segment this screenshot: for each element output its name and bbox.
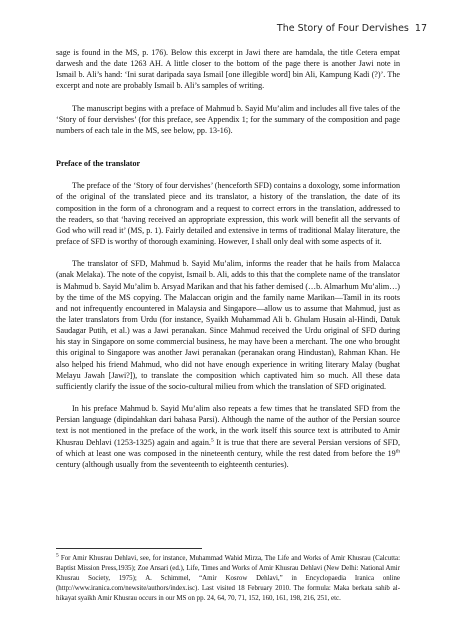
paragraph-3: The preface of the ‘Story of four dervishes’ (henceforth SFD) contains a doxology, some information of the original of the translated piece and its translator, a history of the translation, the date of its composition in the form of a chronogram and a request to correct errors in the translation, addressed to the readers, so that ‘having received an appropriate expression, this work will benefit all the servants of God who will read it’ (MS, p. 1). Fairly detailed and extensive in terms of traditional Malay literature, the preface of SFD is worthy of thorough examining. However, I shall only deal with some aspects of it. [56,181,400,247]
paragraph-5-main: In his preface Mahmud b. Sayid Mu’alim also repeats a few times that he translated SFD from the Persian language (dipindahkan dari bahasa Parsi). Although the name of the author of the Persian source text is not mentioned in the preface of the work, in the work itself this source text is attributed to Amir Khusrau Dehlavi (1253-1325) again and again. [56,404,400,447]
ordinal-suffix: th [395,448,400,454]
paragraph-5-end: century (although usually from the seventeenth to eighteenth centuries). [56,459,289,469]
footnote-text: For Amir Khusrau Dehlavi, see, for instance, Muhammad Wahid Mirza, The Life and Works of Amir Khusrau (Calcutta: Baptist Mission Press,1935); Zoe Ansari (ed.), Life, Times and Works of Amir Khusrau Dehlavi (New Delhi: National Amir Khusrau Society, 1975); A. Schimmel, “Amir Kosrow Dehlavi,” in Encyclopaedia Iranica online (http://www.iranica.com/newsite/authors/index.isc). Last visited 18 February 2010. The formula: Maka berkata sahib al-hikayat syaikh Amir Khusrau occurs in our MS on pp. 24, 64, 70, 71, 152, 160, 161, 198, 216, 251, etc. [56,555,400,602]
footnote-marker: 5 [56,552,59,559]
paragraph-5 [56,403,400,470]
body-text [56,47,400,470]
paragraph-1: sage is found in the MS, p. 176). Below this excerpt in Jawi there are hamdala, the title Cetera empat darwesh and the date 1263 AH. A little closer to the bottom of the page there is another Jawi note in Ismail b. Ali’s hand: ‘Ini surat daripada saya Ismail [one illegible word] bin Ali, Kampung Kadi (?)’. The excerpt and note are probably Ismail b. Ali’s samples of writing. [56,48,400,91]
running-title: The Story of Four Dervishes [276,23,409,34]
footnote [56,554,400,604]
footnote-rule [56,548,202,549]
paragraph-2: The manuscript begins with a preface of Mahmud b. Sayid Mu’alim and includes all five tales of the ‘Story of four dervishes’ (for this preface, see Appendix 1; for the summary of the composition and page numbers of each tale in the MS, see below, pp. 13-16). [56,103,400,135]
running-header [277,23,427,34]
footnote-ref: 5 [210,436,214,443]
section-heading: Preface of the translator [56,159,141,169]
page-number: 17 [414,23,427,34]
paragraph-4: The translator of SFD, Mahmud b. Sayid Mu’alim, informs the reader that he hails from Malacca (anak Melaka). The note of the copyist, Ismail b. Ali, adds to this that the complete name of the translator is Mahmud b. Sayid Mu’alim b. Arsyad Marikan and that his father demised (…b. Almarhum Mu’alim…) by the time of the MS copying. The Malaccan origin and the family name Marikan—Tamil in its roots and not infrequently encountered in Malaysia and Singapore—allow us to assume that Mahmud, just as the later translators from Urdu (for instance, Syaikh Muhammad Ali b. Ghulam Husain al-Hindi, Datuk Saudagar Putih, et al.) was a Jawi peranakan. Since Mahmud received the Urdu original of SFD during his stay in Singapore on some commercial business, he may have been a merchant. The one who brought this original to Singapore was another Jawi peranakan (peranakan orang Hindustan), Rahman Khan. He also helped his friend Mahmud, who did not have enough experience in writing literary Malay (bughat Melayu Jawah [Jawi?]), to translate the composition which captivated him so much. All these data sufficiently clarify the issue of the socio-cultural milieu from which the translation of SFD originated. [56,259,400,391]
paragraph-5-rest: It is true that there are several Persian versions of SFD, of which at least one was composed in the nineteenth century, while the rest dated from before the 19 [56,437,400,458]
